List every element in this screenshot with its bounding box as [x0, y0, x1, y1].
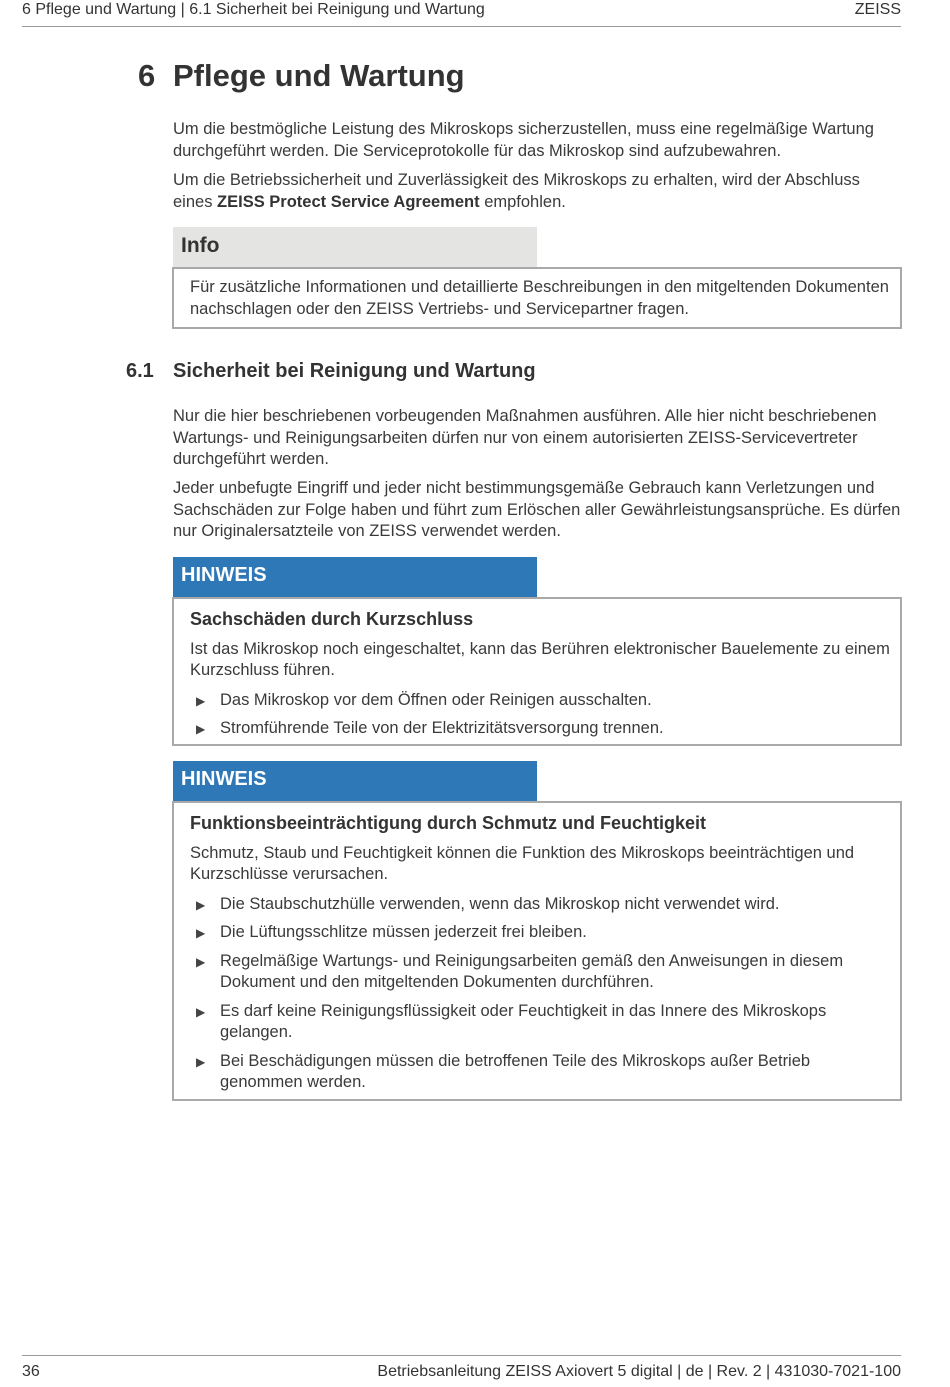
notice2-tab: HINWEIS — [173, 761, 537, 801]
section-number: 6.1 — [126, 360, 154, 382]
triangle-right-icon: ▶ — [196, 1054, 206, 1069]
section-paragraph-1: Nur die hier beschriebenen vorbeugenden Maßnahmen ausführen. Alle hier nicht beschriebenen Wartungs- und Reinigungsarbeiten dürfen nur von einem autorisierten ZEISS-Servicevertreter durchgeführt werden. — [173, 407, 877, 468]
running-footer — [22, 1355, 901, 1386]
triangle-right-icon: ▶ — [196, 693, 206, 708]
chapter-number: 6 — [138, 58, 156, 93]
list-item — [190, 1051, 890, 1094]
list-item-text: Bei Beschädigungen müssen die betroffenen Teile des Mikroskops außer Betrieb genommen werden. — [220, 1051, 811, 1091]
list-item-text: Es darf keine Reinigungsflüssigkeit oder Feuchtigkeit in das Innere des Mikroskops gelangen. — [220, 1001, 827, 1041]
intro-p2-bold: ZEISS Protect Service Agreement — [217, 192, 480, 211]
notice1-list — [190, 690, 890, 740]
list-item — [190, 690, 890, 712]
document-info: Betriebsanleitung ZEISS Axiovert 5 digital | de | Rev. 2 | 431030-7021-100 — [377, 1363, 901, 1380]
list-item-text: Stromführende Teile von der Elektrizitätsversorgung trennen. — [220, 719, 664, 737]
page-number: 36 — [22, 1363, 40, 1380]
chapter-heading — [138, 58, 465, 94]
running-header — [22, 0, 901, 27]
section-heading — [126, 360, 536, 383]
list-item — [190, 718, 890, 740]
header-brand: ZEISS — [854, 1, 901, 18]
list-item — [190, 922, 890, 944]
intro-p2-before: Um die Betriebssicherheit und Zuverlässigkeit des Mikroskops zu erhalten, wird der Abschluss eines — [173, 171, 860, 211]
triangle-right-icon: ▶ — [196, 926, 206, 940]
notice2-box — [172, 801, 902, 1101]
section-title: Sicherheit bei Reinigung und Wartung — [173, 360, 536, 382]
notice2-text: Schmutz, Staub und Feuchtigkeit können die Funktion des Mikroskops beeinträchtigen und Kurzschlüsse verursachen. — [190, 843, 855, 883]
notice1-title: Sachschäden durch Kurzschluss — [190, 609, 474, 629]
info-text: Für zusätzliche Informationen und detaillierte Beschreibungen in den mitgeltenden Dokumenten nachschlagen oder den ZEISS Vertriebs- und Servicepartner fragen. — [190, 278, 889, 318]
notice1-tab: HINWEIS — [173, 557, 537, 597]
section-paragraph-2: Jeder unbefugte Eingriff und jeder nicht bestimmungsgemäße Gebrauch kann Verletzungen und Sachschäden zur Folge haben und führt zum Erlöschen aller Gewährleistungsansprüche. Es dürfen nur Originalersatzteile von ZEISS verwendet werden. — [173, 479, 901, 540]
triangle-right-icon: ▶ — [196, 1004, 206, 1019]
triangle-right-icon: ▶ — [196, 722, 206, 736]
triangle-right-icon: ▶ — [196, 897, 206, 912]
intro-p2-after: empfohlen. — [479, 192, 566, 211]
list-item — [190, 894, 890, 916]
list-item-text: Die Lüftungsschlitze müssen jederzeit frei bleiben. — [220, 923, 587, 941]
info-box — [172, 267, 902, 329]
header-breadcrumb: 6 Pflege und Wartung | 6.1 Sicherheit bei Reinigung und Wartung — [22, 1, 485, 18]
notice1-text: Ist das Mikroskop noch eingeschaltet, kann das Berühren elektronischer Bauelemente zu einem Kurzschluss führen. — [190, 639, 890, 679]
notice2-title: Funktionsbeeinträchtigung durch Schmutz und Feuchtigkeit — [190, 813, 707, 833]
intro-paragraph-2 — [173, 170, 903, 213]
intro-paragraph-1: Um die bestmögliche Leistung des Mikroskops sicherzustellen, muss eine regelmäßige Wartung durchgeführt werden. Die Serviceprotokolle für das Mikroskop sind aufzubewahren. — [173, 120, 874, 160]
chapter-title: Pflege und Wartung — [173, 58, 465, 93]
list-item-text: Das Mikroskop vor dem Öffnen oder Reinigen ausschalten. — [220, 690, 652, 709]
list-item — [190, 951, 890, 994]
list-item — [190, 1001, 890, 1044]
list-item-text: Die Staubschutzhülle verwenden, wenn das Mikroskop nicht verwendet wird. — [220, 894, 780, 913]
triangle-right-icon: ▶ — [196, 954, 206, 969]
notice1-box — [172, 597, 902, 746]
notice2-list — [190, 894, 890, 1094]
list-item-text: Regelmäßige Wartungs- und Reinigungsarbeiten gemäß den Anweisungen in diesem Dokument und den mitgeltenden Dokumenten durchführen. — [220, 951, 844, 991]
info-tab: Info — [173, 227, 537, 267]
